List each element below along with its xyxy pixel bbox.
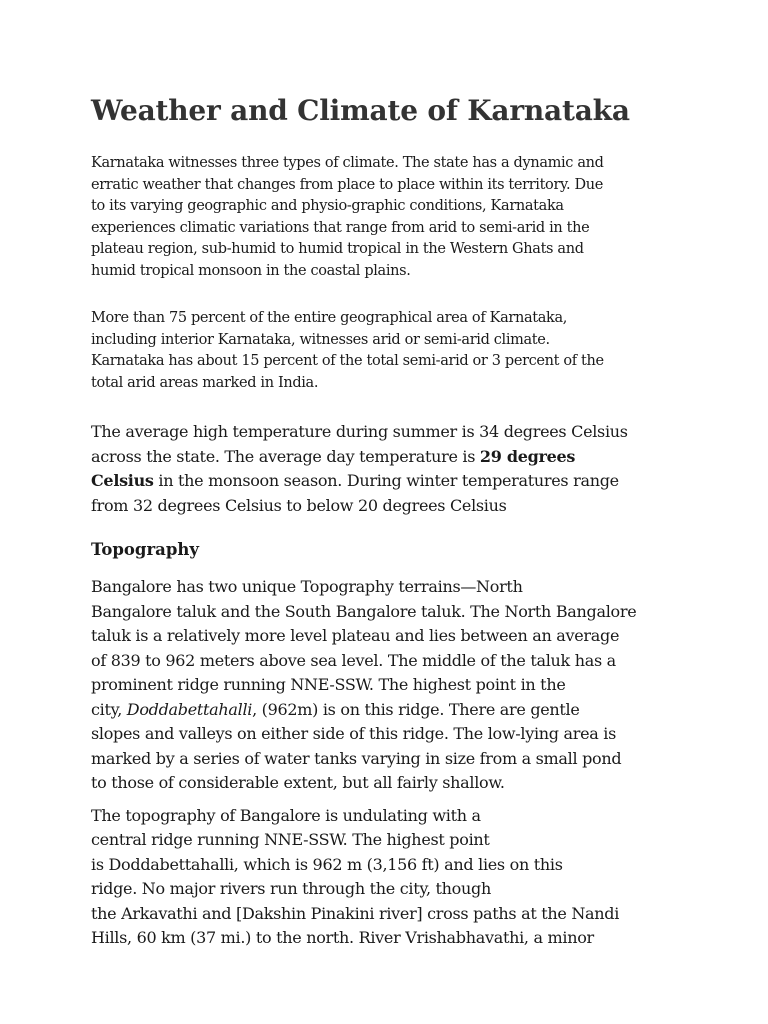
place-name-doddabettahalli: Doddabettahalli [126,699,253,719]
document-page [91,94,681,951]
paragraph-terrains [91,575,681,796]
terrains-text-start: Bangalore has two unique Topography terrains—North Bangalore taluk and the South Bangalore taluk. The North Bangalore taluk is a relatively more level plateau and lies between an average of 839 to 962 meters above sea level. The middle of the taluk has a prominent ridge running NNE-SSW. The highest point in the city, [91,577,637,719]
temperature-text-end: in the monsoon season. During winter temperatures range from 32 degrees Celsius to below 20 degrees Celsius [91,471,619,515]
paragraph-arid-area: More than 75 percent of the entire geographical area of Karnataka, including interior Karnataka, witnesses arid or semi-arid climate. Karnataka has about 15 percent of the total semi-arid or 3 percent of the total arid areas marked in India. [91,310,604,391]
paragraph-climate-types: Karnataka witnesses three types of climate. The state has a dynamic and erratic weather that changes from place to place within its territory. Due to its varying geographic and physio-graphic conditions, Karnataka experiences climatic variations that range from arid to semi-arid in the plateau region, sub-humid to humid tropical in the Western Ghats and humid tropical monsoon in the coastal plains. [91,155,604,279]
section-heading-topography: Topography [91,540,199,559]
page-title: Weather and Climate of Karnataka [91,94,630,127]
terrains-text-end: , (962m) is on this ridge. There are gentle slopes and valleys on either side of this ridge. The low-lying area is marked by a series of water tanks varying in size from a small pond to those of considerable extent, but all fairly shallow. [91,699,622,792]
paragraph-undulating-topography: The topography of Bangalore is undulating with a central ridge running NNE-SSW. The highest point is Doddabettahalli, which is 962 m (3,156 ft) and lies on this ridge. No major rivers run through the city, though the Arkavathi and [Dakshin Pinakini river] cross paths at the Nandi Hills, 60 km (37 mi.) to the north. River Vrishabhavathi, a minor [91,805,620,947]
temperature-text-start: The average high temperature during summer is 34 degrees Celsius across the state. The average day temperature is [91,422,628,466]
temperature-highlight: 29 degrees Celsius [91,446,576,490]
paragraph-temperature [91,420,681,518]
